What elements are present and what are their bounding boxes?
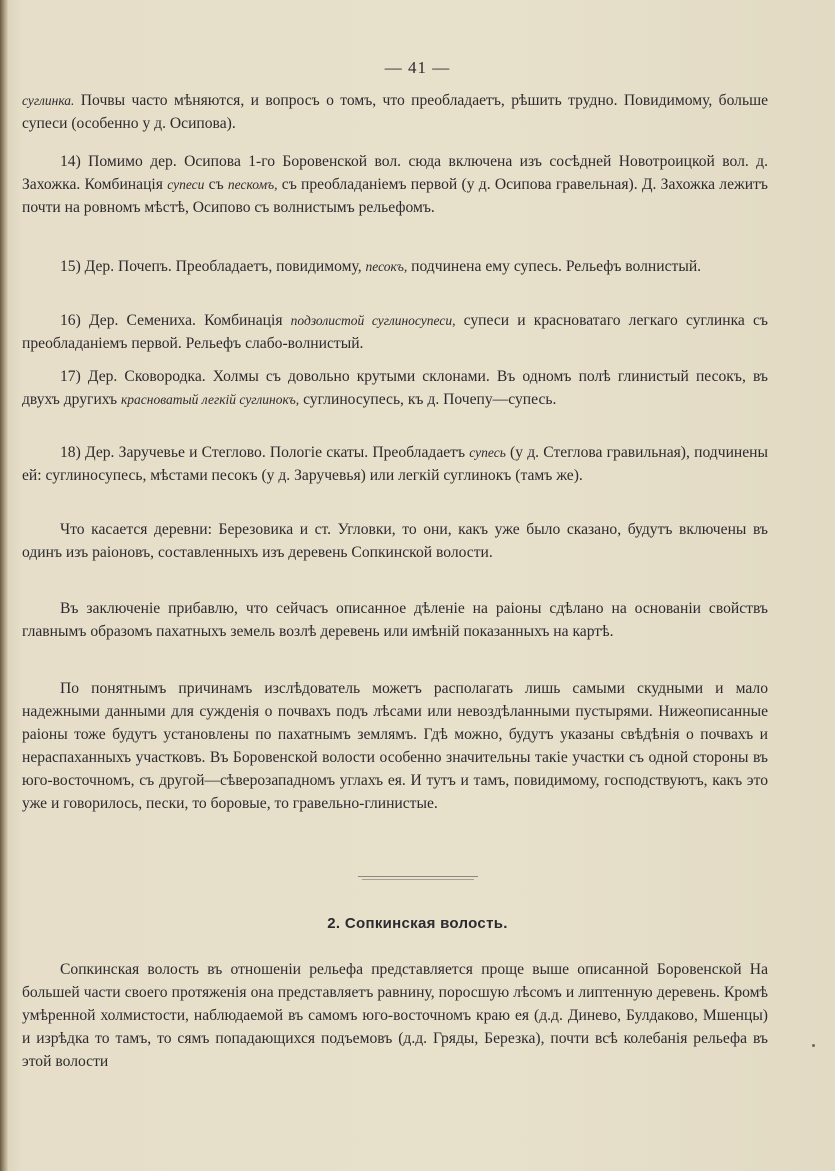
paragraph-text: 16) Дер. Семениха. Комбинація xyxy=(60,312,291,329)
paragraph-item-18 xyxy=(22,441,768,487)
italic-term: песокъ, xyxy=(365,259,408,274)
section-divider xyxy=(358,876,478,877)
paragraph-text: супеси и красноватаго легкаго суглинка съ преобладаніемъ первой. Рельефъ слабо-волнистый. xyxy=(22,312,768,352)
paragraph-conclusion: Въ заключеніе прибавлю, что сейчасъ описанное дѣленіе на раіоны сдѣлано на основаніи свойствъ главнымъ образомъ пахатныхъ земель возлѣ деревень или имѣній показанныхъ на картѣ. xyxy=(22,600,768,640)
paragraph-text: Почвы часто мѣняются, и вопросъ о томъ, что преобладаетъ, рѣшить трудно. Повидимому, больше супеси (особенно у д. Осипова). xyxy=(22,92,768,132)
paragraph-text: 17) Дер. Сковородка. Холмы съ довольно крутыми склонами. Въ одномъ полѣ глинистый песокъ, въ двухъ другихъ xyxy=(22,368,768,408)
page-spine-shadow xyxy=(0,0,8,1171)
paragraph-item-15 xyxy=(22,255,768,278)
paragraph-continuation xyxy=(22,89,768,135)
paragraph-item-16 xyxy=(22,309,768,355)
paragraph-text: (у д. Стеглова гравильная), подчинены ей: суглиносупесь, мѣстами песокъ (у д. Заручевья) или легкій суглинокъ (тамъ же). xyxy=(22,444,769,484)
paper-speck xyxy=(812,1044,815,1047)
italic-term: суглинка. xyxy=(22,93,75,108)
paragraph-item-14 xyxy=(22,150,768,219)
italic-term: супеси xyxy=(167,177,205,192)
paragraph-text: съ преобладаніемъ первой (у д. Осипова гравельная). Д. Захожка лежитъ почти на ровномъ мѣстѣ, Осипово съ волнистымъ рельефомъ. xyxy=(22,176,768,216)
paragraph-text: съ xyxy=(204,176,228,193)
paragraph-sopkinskaya: Сопкинская волость въ отношеніи рельефа представляется проще выше описанной Боровенской На большей части своего протяженія она представляетъ равнину, поросшую лѣсомъ и липтенную деревень. Кромѣ умѣренной холмистости, наблюдаемой въ самомъ юго-восточномъ краю ея (д.д. Динево, Булдаково, Мшенцы) и изрѣдка то тамъ, то сямъ попадающихся подъемовъ (д.д. Гряды, Березка), почти всѣ колебанія рельефа въ этой волости xyxy=(22,961,768,1070)
paragraph-text: 14) Помимо дер. Осипова 1-го Боровенской вол. сюда включена изъ сосѣдней Новотроицкой вол. д. Захожка. Комбинація xyxy=(22,153,768,193)
italic-term: подзолистой суглиносупеси, xyxy=(290,313,456,328)
paragraph-text: 15) Дер. Почепъ. Преобладаетъ, повидимому, xyxy=(60,258,366,275)
paragraph-villages: Что касается деревни: Березовика и ст. Угловки, то они, какъ уже было сказано, будутъ включены въ одинъ изъ раіоновъ, составленныхъ изъ деревень Сопкинской волости. xyxy=(22,521,768,561)
paragraph-text: суглиносупесь, къ д. Почепу—супесь. xyxy=(299,391,557,408)
paragraph-text: подчинена ему супесь. Рельефъ волнистый. xyxy=(407,258,702,275)
page-number: — 41 — xyxy=(384,58,451,77)
paragraph-item-17 xyxy=(22,365,768,411)
italic-term: супесь xyxy=(469,445,506,460)
paragraph-text: 18) Дер. Заручевье и Стеглово. Пологіе скаты. Преобладаетъ xyxy=(60,444,470,461)
section-heading: 2. Сопкинская волость. xyxy=(327,915,508,932)
paragraph-reasons: По понятнымъ причинамъ изслѣдователь можетъ располагать лишь самыми скудными и мало надежными данными для сужденія о почвахъ подъ лѣсами или невоздѣланными пустырями. Нижеописанные раіоны тоже будутъ установлены по пахатнымъ землямъ. Гдѣ можно, будутъ указаны свѣдѣнія о почвахъ и нераспаханныхъ участковъ. Въ Боровенской волости особенно значительны такіе участки съ одной стороны въ юго-восточномъ, съ другой—сѣверозападномъ углахъ ея. И тутъ и тамъ, повидимому, господствуютъ, какъ это уже и говорилось, пески, то боровые, то гравельно-глинистые. xyxy=(22,680,768,812)
italic-term: красноватый легкій суглинокъ, xyxy=(120,392,300,407)
section-divider-secondary xyxy=(362,879,474,880)
italic-term: пескомъ, xyxy=(227,177,278,192)
